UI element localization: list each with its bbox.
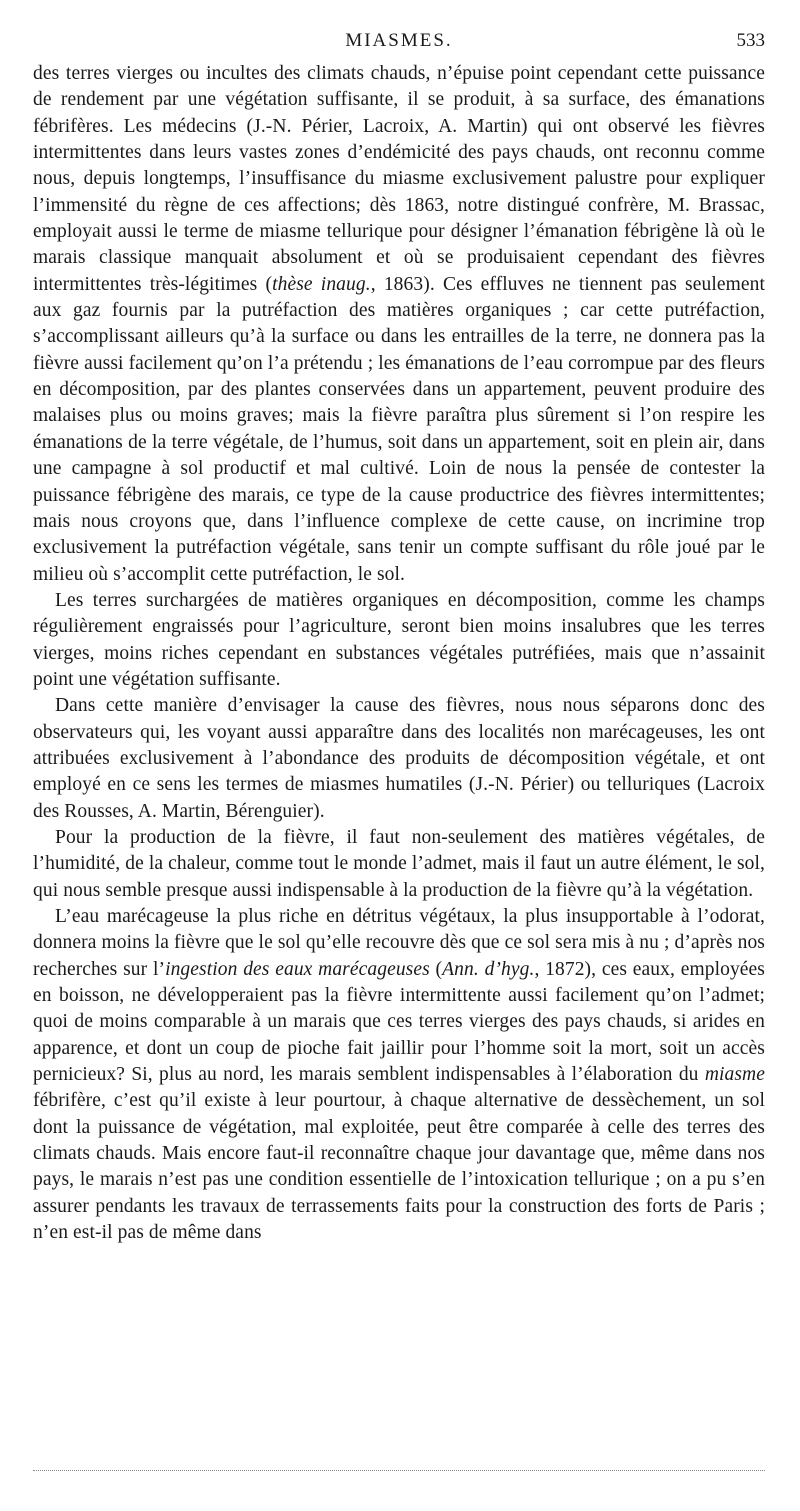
paragraph-text: , 1863). Ces effluves ne tiennent pas seulement aux gaz fournis par la putréfaction des matières organiques ; car cette putréfaction, s’accomplissant ailleurs qu’à la surface ou dans les entrailles de la terre, ne donnera pas la fièvre aussi facilement qu’on l’a prétendu ; les émanations de l’eau corrompue par des fleurs en décomposition, par des plantes conservées dans un appartement, peuvent produire des malaises plus ou moins graves; mais la fièvre paraîtra plus sûrement si l’on respire les émanations de la terre végétale, de l’humus, soit dans un appartement, soit en plein air, dans une campagne à sol productif et mal cultivé. Loin de nous la pensée de contester la puissance fébrigène des marais, ce type de la cause productrice des fièvres intermittentes; mais nous croyons que, dans l’influence complexe de cette cause, on incrimine trop exclusivement la putréfaction végétale, sans tenir un compte suffisant du rôle joué par le milieu où s’accomplit cette putréfaction, le sol. xyxy=(33,273,766,585)
paragraph-text: Dans cette manière d’envisager la cause des fièvres, nous nous séparons donc des observateurs qui, les voyant aussi apparaître dans des localités non marécageuses, les ont attribuées exclusivement à l’abondance des produits de décomposition végétale, et ont employé en ce sens les termes de miasmes humatiles (J.-N. Périer) ou telluriques (Lacroix des Rousses, A. Martin, Bérenguier). xyxy=(33,695,765,822)
paragraph-continued xyxy=(33,61,765,588)
paragraph xyxy=(33,693,765,825)
paragraph-text: , 1872), ces eaux, employées en boisson, ne développeraient pas la fièvre intermittente aussi facilement qu’on l’admet; quoi de moins comparable à un marais que ces terres vierges des pays chauds, si arides en apparence, et dont un coup de pioche fait jaillir pour l’homme soit la mort, soit un accès pernicieux? Si, plus au nord, les marais semblent indispensables à l’élaboration du xyxy=(33,958,765,1086)
paragraph-text: L’eau marécageuse la plus riche en détritus végétaux, la plus insupportable à l’odorat, donnera moins la fièvre que le sol qu’elle recouvre dès que ce sol sera mis à nu ; d’après nos recherches sur l’ xyxy=(33,906,765,980)
paragraph-text: ( xyxy=(429,958,443,980)
paragraph xyxy=(33,588,765,693)
paragraph-text: fébrifère, c’est qu’il existe à leur pourtour, à chaque alternative de dessèchement, un sol dont la puissance de végétation, mal exploitée, peut être comparée à celle des terres des climats chauds. Mais encore faut-il reconnaître chaque jour davantage que, même dans nos pays, le marais n’est pas une condition essentielle de l’intoxication tellurique ; on a pu s’en assurer pendants les travaux de terrassements faits pour la construction des forts de Paris ; n’en est-il pas de même dans xyxy=(33,1090,765,1244)
italic-citation: ingestion des eaux marécageuses xyxy=(165,958,430,980)
bottom-rule xyxy=(33,1470,765,1471)
paragraph xyxy=(33,825,765,904)
running-head xyxy=(33,30,765,58)
page-number: 533 xyxy=(736,30,765,51)
paragraph-text: des terres vierges ou incultes des climats chauds, n’épuise point cependant cette puissance de rendement par une végétation suffisante, il se produit, à sa surface, des émanations fébrifères. Les médecins (J.-N. Périer, Lacroix, A. Martin) qui ont observé les fièvres intermittentes dans leurs vastes zones d’endémicité des pays chauds, ont reconnu comme nous, depuis longtemps, l’insuffisance du miasme exclusivement palustre pour expliquer l’immensité du règne de ces affections; dès 1863, notre distingué confrère, M. Brassac, employait aussi le terme de miasme tellurique pour désigner l’émanation fébrigène là où le marais classique manquait absolument et où se produisaient cependant des fièvres intermittentes très-légitimes ( xyxy=(33,63,765,295)
paragraph xyxy=(33,904,765,1246)
paragraph-text: Les terres surchargées de matières organiques en décomposition, comme les champs régulièrement engraissés pour l’agriculture, seront bien moins insalubres que les terres vierges, moins riches cependant en substances végétales putréfiées, mais que n’assainit point une végétation suffisante. xyxy=(33,589,765,690)
paragraph-text: Pour la production de la fièvre, il faut non-seulement des matières végétales, de l’humidité, de la chaleur, comme tout le monde l’admet, mais il faut un autre élément, le sol, qui nous semble presque aussi indispensable à la production de la fièvre qu’à la végétation. xyxy=(33,826,765,901)
chapter-title: MIASMES. xyxy=(345,30,453,51)
italic-citation: Ann. d’hyg. xyxy=(442,958,535,980)
italic-term: miasme xyxy=(704,1064,765,1086)
italic-citation: thèse inaug. xyxy=(272,273,371,295)
body-text xyxy=(33,61,765,1246)
